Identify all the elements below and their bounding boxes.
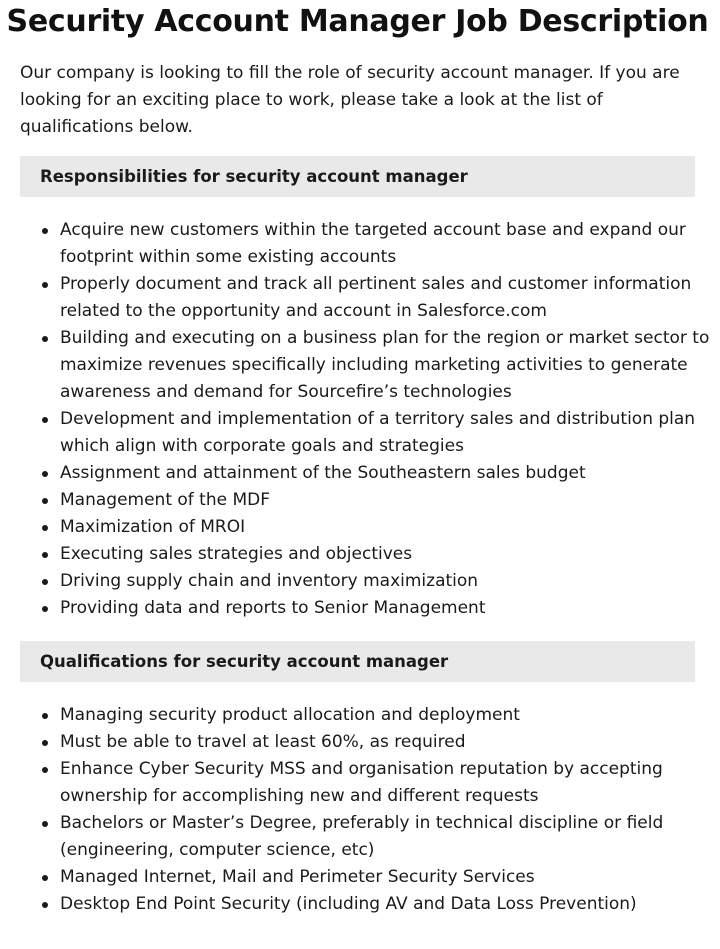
- list-item-text: Providing data and reports to Senior Management: [60, 598, 486, 618]
- list-item: [60, 487, 710, 514]
- list-item-text: Bachelors or Master’s Degree, preferably in technical discipline or field (engineering, computer science, etc): [60, 813, 664, 860]
- list-item: [60, 217, 710, 271]
- list-item: [60, 810, 710, 864]
- bullet-icon: [42, 417, 48, 423]
- list-item-text: Assignment and attainment of the Southeastern sales budget: [60, 463, 586, 483]
- list-item-text: Managed Internet, Mail and Perimeter Security Services: [60, 867, 535, 887]
- list-item: [60, 325, 710, 406]
- list-item: [60, 271, 710, 325]
- intro-paragraph: Our company is looking to fill the role of security account manager. If you are looking for an exciting place to work, please take a look at the list of qualifications below.: [20, 63, 680, 137]
- bullet-icon: [42, 740, 48, 746]
- list-item: [60, 406, 710, 460]
- bullet-icon: [42, 282, 48, 288]
- list-item: [60, 891, 710, 918]
- page-title: Security Account Manager Job Description: [6, 4, 709, 39]
- list-item: [60, 595, 710, 622]
- list-item-text: Executing sales strategies and objectives: [60, 544, 413, 564]
- bullet-icon: [42, 579, 48, 585]
- list-item-text: Desktop End Point Security (including AV and Data Loss Prevention): [60, 894, 637, 914]
- list-item: [60, 729, 710, 756]
- list-item-text: Driving supply chain and inventory maximization: [60, 571, 479, 591]
- bullet-icon: [42, 498, 48, 504]
- bullet-icon: [42, 471, 48, 477]
- list-item-text: Must be able to travel at least 60%, as required: [60, 732, 466, 752]
- bullet-icon: [42, 525, 48, 531]
- bullet-icon: [42, 228, 48, 234]
- list-item-text: Building and executing on a business plan for the region or market sector to maximize revenues specifically including marketing activities to generate awareness and demand for Sourcefire’s technologies: [60, 328, 710, 402]
- bullet-icon: [42, 767, 48, 773]
- list-item-text: Maximization of MROI: [60, 517, 246, 537]
- responsibilities-heading: Responsibilities for security account manager: [20, 156, 695, 197]
- list-item: [60, 702, 710, 729]
- list-item: [60, 541, 710, 568]
- list-item-text: Development and implementation of a territory sales and distribution plan which align with corporate goals and strategies: [60, 409, 696, 456]
- list-item-text: Managing security product allocation and deployment: [60, 705, 520, 725]
- list-item-text: Properly document and track all pertinent sales and customer information related to the opportunity and account in Salesforce.com: [60, 274, 692, 321]
- bullet-icon: [42, 336, 48, 342]
- qualifications-heading: Qualifications for security account manager: [20, 641, 695, 682]
- list-item: [60, 514, 710, 541]
- bullet-icon: [42, 875, 48, 881]
- bullet-icon: [42, 552, 48, 558]
- bullet-icon: [42, 713, 48, 719]
- responsibilities-list: [20, 217, 710, 622]
- list-item-text: Acquire new customers within the targeted account base and expand our footprint within some existing accounts: [60, 220, 686, 267]
- list-item-text: Enhance Cyber Security MSS and organisation reputation by accepting ownership for accomplishing new and different requests: [60, 759, 663, 806]
- bullet-icon: [42, 821, 48, 827]
- list-item: [60, 864, 710, 891]
- list-item: [60, 460, 710, 487]
- list-item: [60, 568, 710, 595]
- bullet-icon: [42, 606, 48, 612]
- list-item: [60, 756, 710, 810]
- qualifications-list: [20, 702, 710, 918]
- list-item-text: Management of the MDF: [60, 490, 271, 510]
- bullet-icon: [42, 902, 48, 908]
